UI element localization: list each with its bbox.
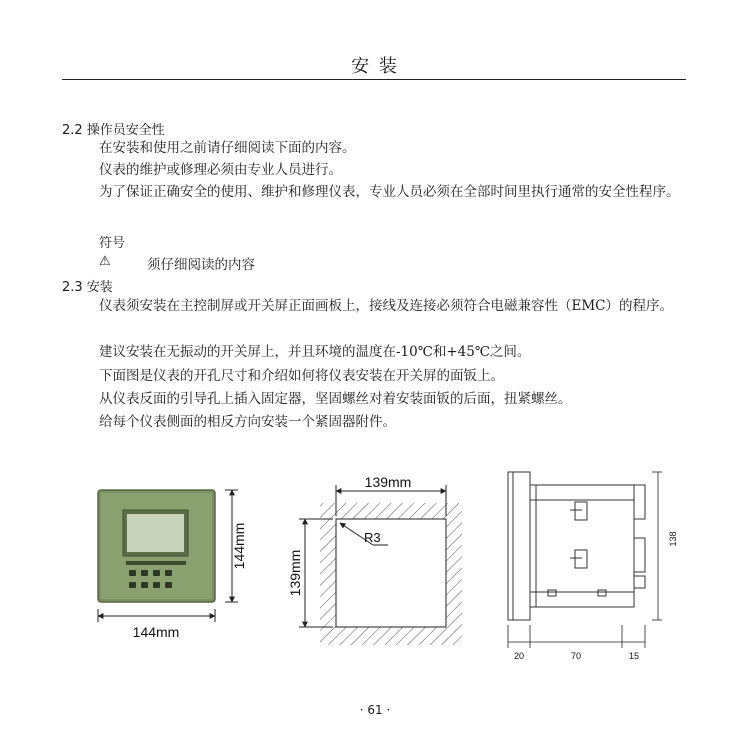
side-dim-body: 70 <box>570 651 582 661</box>
paragraph: 从仪表反面的引导孔上插入固定器，坚固螺丝对着安装面钣的后面，扭紧螺丝。 <box>99 391 572 407</box>
symbol-text: 须仔细阅读的内容 <box>147 257 255 273</box>
paragraph: 给每个仪表侧面的相反方向安装一个紧固器附件。 <box>99 414 396 430</box>
side-height-label: 138 <box>668 531 678 547</box>
paragraph: 仪表须安装在主控制屏或开关屏正面画板上，接线及连接必须符合电磁兼容性（EMC）的程序。 <box>99 298 674 314</box>
paragraph: 建议安装在无振动的开关屏上，并且环境的温度在-10℃和+45℃之间。 <box>99 344 531 360</box>
paragraph: 为了保证正确安全的使用、维护和修理仪表，专业人员必须在全部时间里执行通常的安全性程序。 <box>99 184 680 200</box>
section-heading-operator-safety: 2.2 操作员安全性 <box>62 123 165 138</box>
meter-front-photo <box>98 490 215 602</box>
symbol-heading: 符号 <box>99 236 126 251</box>
page-title: 安 装 <box>351 56 399 77</box>
paragraph: 在安装和使用之前请仔细阅读下面的内容。 <box>99 140 356 156</box>
front-height-label: 144mm <box>231 522 247 570</box>
page-number: · 61 · <box>359 703 391 717</box>
section-heading-installation: 2.3 安装 <box>62 280 113 295</box>
paragraph: 下面图是仪表的开孔尺寸和介绍如何将仪表安装在开关屏的面钣上。 <box>99 368 504 384</box>
cutout-height-label: 139mm <box>287 549 303 597</box>
side-dim-front: 20 <box>513 651 525 661</box>
cutout-width-label: 139mm <box>364 474 412 490</box>
cutout-radius-label: R3 <box>364 530 381 545</box>
warning-triangle-icon: ⚠ <box>99 254 111 269</box>
paragraph: 仪表的维护或修理必须由专业人员进行。 <box>99 162 342 178</box>
side-dim-rear: 15 <box>628 651 640 661</box>
front-width-label: 144mm <box>132 624 180 640</box>
